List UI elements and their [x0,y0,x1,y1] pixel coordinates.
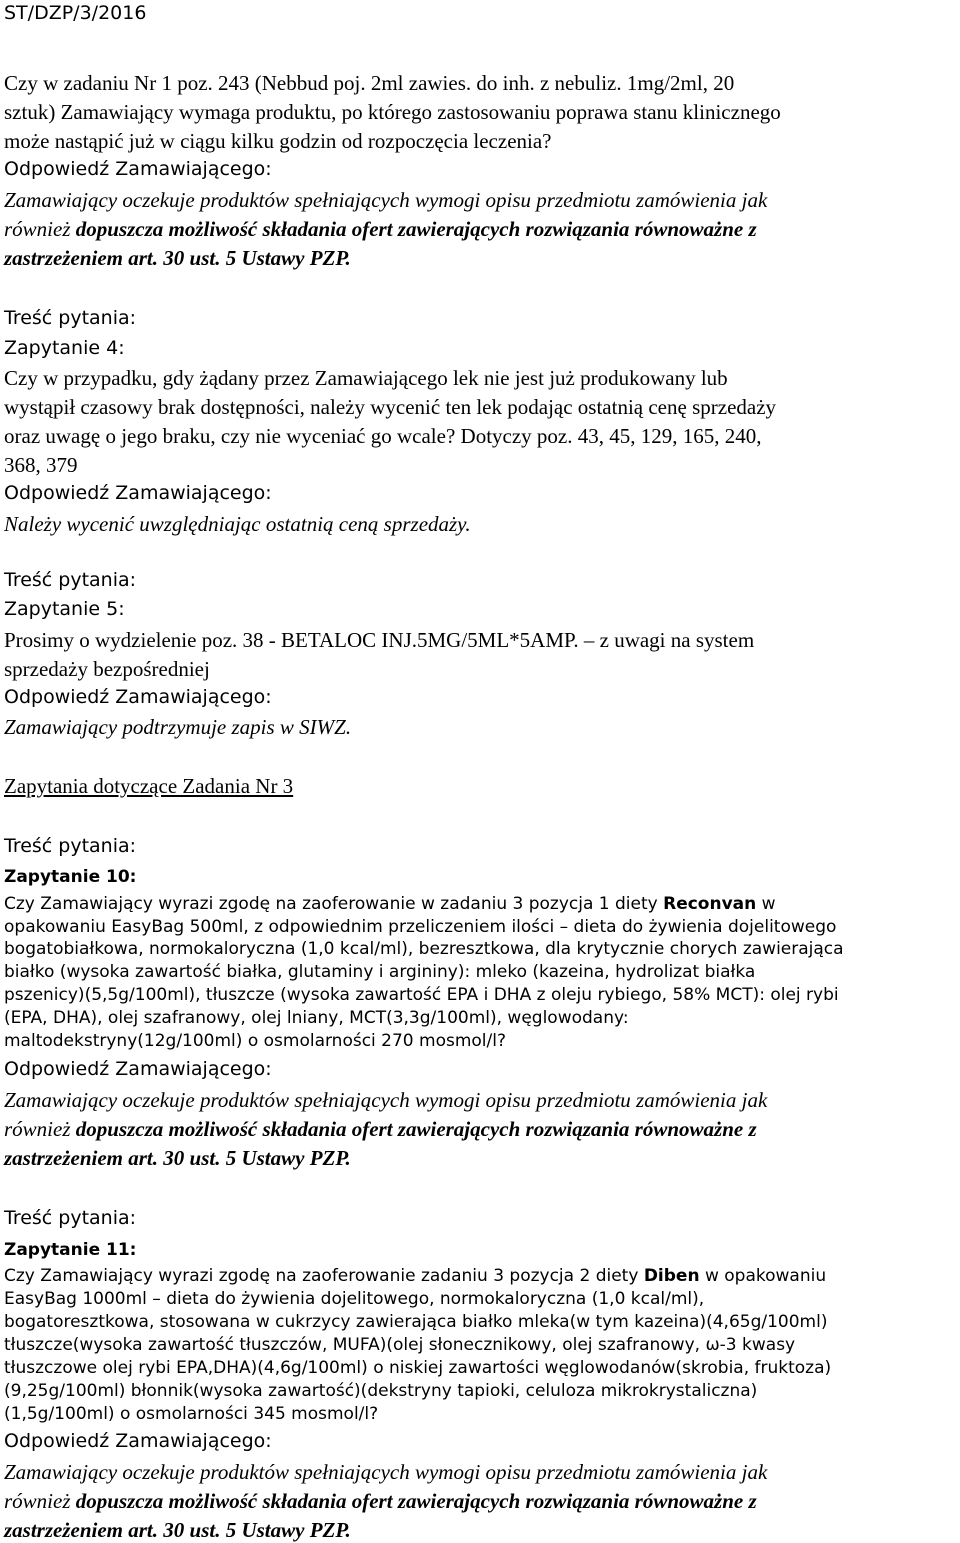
answer-text-italic: również [4,1117,76,1141]
question-text-part: w [756,894,776,914]
diet-name: Diben [643,1266,700,1286]
question-text-line: (EPA, DHA), olej szafranowy, olej lniany, MCT(3,3g/100ml), węglowodany: [4,1008,629,1028]
question-title: Zapytanie 5: [4,598,125,620]
answer-text-italic: również [4,1489,76,1513]
question-text-line: maltodekstryny(12g/100ml) o osmolarności 270 mosmol/l? [4,1031,507,1051]
question-title: Zapytanie 4: [4,337,125,359]
question-text-part: w opakowaniu [699,1266,827,1286]
question-text-line [4,896,776,913]
answer-text-italic: również [4,217,76,241]
question-text-line: Czy w przypadku, gdy żądany przez Zamawiającego lek nie jest już produkowany lub [4,366,728,390]
question-text-line: bogatoresztkowa, stosowana w cukrzycy zawierająca białko mleka(w tym kazeina)(4,65g/100ml) [4,1312,828,1332]
question-text-line: (1,5g/100ml) o osmolarności 345 mosmol/l? [4,1404,379,1424]
question-label: Treść pytania: [4,1207,137,1229]
answer-text-bold: dopuszcza możliwość składania ofert zawierających rozwiązania równoważne z [75,1117,757,1141]
answer-text-line: Zamawiający oczekuje produktów spełniających wymogi opisu przedmiotu zamówienia jak [4,1460,768,1484]
answer-label: Odpowiedź Zamawiającego: [4,1058,272,1080]
answer-text-line: zastrzeżeniem art. 30 ust. 5 Ustawy PZP. [4,246,351,270]
answer-text-line: Zamawiający podtrzymuje zapis w SIWZ. [4,715,352,739]
answer-text-line: Zamawiający oczekuje produktów spełniających wymogi opisu przedmiotu zamówienia jak [4,188,768,212]
question-text-line: Prosimy o wydzielenie poz. 38 - BETALOC INJ.5MG/5ML*5AMP. – z uwagi na system [4,628,755,652]
question-text-line: sprzedaży bezpośredniej [4,657,210,681]
question-text-line: (9,25g/100ml) błonnik(wysoka zawartość)(dekstryny tapioki, celuloza mikrokrystaliczna) [4,1381,758,1401]
section-title: Zapytania dotyczące Zadania Nr 3 [4,774,294,798]
question-label: Treść pytania: [4,835,137,857]
answer-text-line [4,1491,757,1512]
question-text-part: Czy Zamawiający wyrazi zgodę na zaoferowanie zadaniu 3 pozycja 2 diety [4,1266,644,1286]
answer-label: Odpowiedź Zamawiającego: [4,482,272,504]
question-text-line: pszenicy)(5,5g/100ml), tłuszcze (wysoka zawartość EPA i DHA z oleju rybiego, 58% MCT): olej rybi [4,985,839,1005]
question-text-line: Czy w zadaniu Nr 1 poz. 243 (Nebbud poj. 2ml zawies. do inh. z nebuliz. 1mg/2ml, 20 [4,71,735,95]
question-label: Treść pytania: [4,569,137,591]
question-text-line: oraz uwagę o jego braku, czy nie wyceniać go wcale? Dotyczy poz. 43, 45, 129, 165, 240, [4,424,762,448]
question-text-line: EasyBag 1000ml – dieta do żywienia dojelitowego, normokaloryczna (1,0 kcal/ml), [4,1289,705,1309]
question-title: Zapytanie 11: [4,1240,137,1260]
answer-label: Odpowiedź Zamawiającego: [4,158,272,180]
question-text-line: może nastąpić już w ciągu kilku godzin od rozpoczęcia leczenia? [4,129,552,153]
document-id-header: ST/DZP/3/2016 [4,2,147,24]
answer-text-bold: dopuszcza możliwość składania ofert zawierających rozwiązania równoważne z [75,1489,757,1513]
answer-text-line: Zamawiający oczekuje produktów spełniających wymogi opisu przedmiotu zamówienia jak [4,1088,768,1112]
answer-text-bold: dopuszcza możliwość składania ofert zawierających rozwiązania równoważne z [75,217,757,241]
diet-name: Reconvan [663,894,757,914]
answer-text-line: Należy wycenić uwzględniając ostatnią ceną sprzedaży. [4,512,471,536]
question-title: Zapytanie 10: [4,867,137,887]
question-text-line: tłuszczowe olej rybi EPA,DHA)(4,6g/100ml) o niskiej zawartości węglowodanów(skrobia, fruktoza) [4,1358,832,1378]
question-label: Treść pytania: [4,307,137,329]
question-text-part: Czy Zamawiający wyrazi zgodę na zaoferowanie w zadaniu 3 pozycja 1 diety [4,894,664,914]
question-text-line: białko (wysoka zawartość białka, glutaminy i argininy): mleko (kazeina, hydrolizat białka [4,962,756,982]
answer-text-line: zastrzeżeniem art. 30 ust. 5 Ustawy PZP. [4,1518,351,1542]
question-text-line [4,1268,826,1285]
answer-text-line [4,1119,757,1140]
question-text-line: 368, 379 [4,453,78,477]
question-text-line: tłuszcze(wysoka zawartość tłuszczów, MUFA)(olej słonecznikowy, olej szafranowy, ω-3 kwasy [4,1335,796,1355]
question-text-line: sztuk) Zamawiający wymaga produktu, po którego zastosowaniu poprawa stanu klinicznego [4,100,781,124]
question-text-line: bogatobiałkowa, normokaloryczna (1,0 kcal/ml), bezresztkowa, dla krytycznie chorych zawierająca [4,939,844,959]
question-text-line: opakowaniu EasyBag 500ml, z odpowiednim przeliczeniem ilości – dieta do żywienia dojelitowego [4,917,837,937]
answer-label: Odpowiedź Zamawiającego: [4,686,272,708]
answer-label: Odpowiedź Zamawiającego: [4,1430,272,1452]
question-text-line: wystąpił czasowy brak dostępności, należy wycenić ten lek podając ostatnią cenę sprzedaży [4,395,777,419]
answer-text-line [4,219,757,240]
answer-text-line: zastrzeżeniem art. 30 ust. 5 Ustawy PZP. [4,1146,351,1170]
